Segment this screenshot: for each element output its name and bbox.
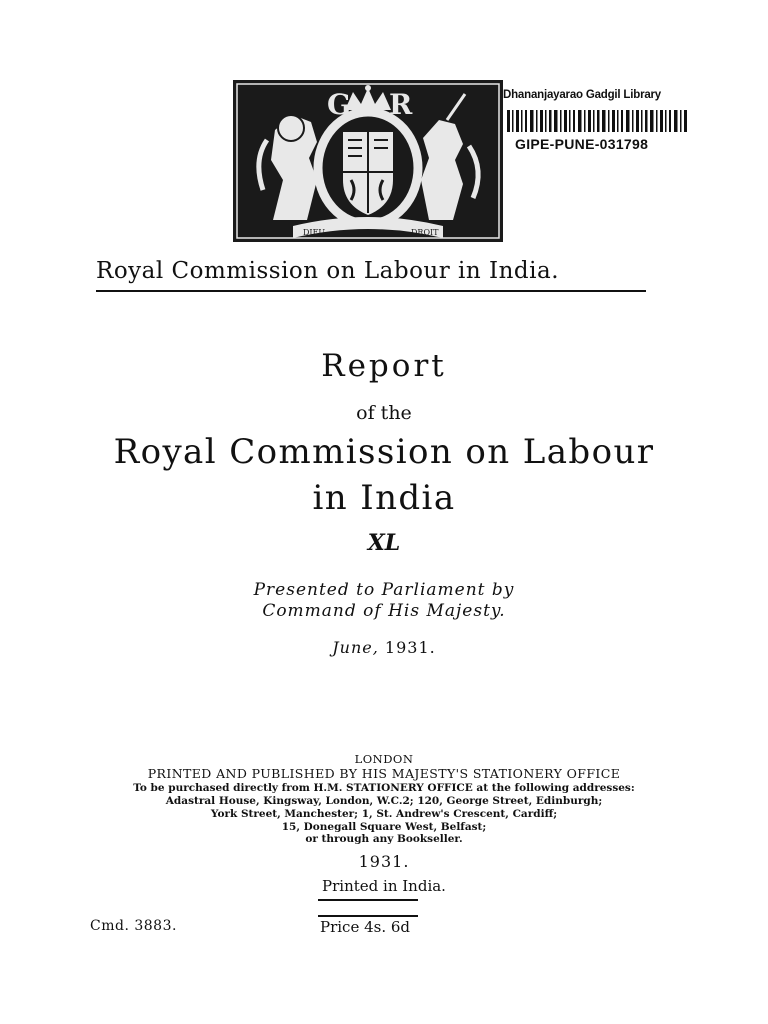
struck-out-price [318, 899, 418, 917]
main-title-line-1: Royal Commission on Labour [113, 432, 655, 472]
imprint-address-line: 15, Donegall Square West, Belfast; [281, 821, 487, 833]
of-the-text: of the [356, 402, 412, 424]
report-title: Report [321, 348, 447, 384]
arms-initial-g: G [327, 88, 351, 121]
library-label [497, 80, 702, 160]
presentation-date [0, 638, 768, 657]
royal-coat-of-arms [233, 80, 503, 242]
imprint-city: LONDON [354, 752, 414, 766]
coat-of-arms-illustration [233, 80, 503, 242]
imprint-address-line: To be purchased directly from H.M. STATIONERY OFFICE at the following addresses: [133, 782, 635, 794]
imprint-year: 1931. [358, 852, 410, 871]
imprint-publisher: PRINTED AND PUBLISHED BY HIS MAJESTY'S STATIONERY OFFICE [147, 766, 621, 781]
imprint-address-line: York Street, Manchester; 1, St. Andrew's Crescent, Cardiff; [210, 808, 558, 820]
commission-heading: Royal Commission on Labour in India. [96, 258, 560, 284]
command-number: Cmd. 3883. [90, 918, 177, 934]
barcode-icon [507, 110, 687, 132]
heading-rule [96, 290, 646, 292]
presented-line-1: Presented to Parliament by [253, 580, 515, 600]
imprint-address-line: or through any Bookseller. [305, 833, 463, 845]
printed-in-india: Printed in India. [322, 877, 446, 895]
price: Price 4s. 6d [320, 918, 411, 936]
arms-initial-r: R [389, 88, 413, 121]
presentation-month: June, [332, 638, 379, 657]
motto-right: DROIT [411, 228, 439, 237]
imprint-address-line: Adastral House, Kingsway, London, W.C.2; 120, George Street, Edinburgh; [165, 795, 603, 807]
presented-line-2: Command of His Majesty. [262, 601, 506, 621]
motto-left: DIEU [303, 228, 326, 237]
presentation-year: 1931. [384, 638, 436, 657]
volume-numeral: XL [367, 530, 401, 556]
main-title-line-2: in India [312, 478, 456, 518]
library-code: GIPE-PUNE-031798 [515, 136, 649, 152]
library-name: Dhananjayarao Gadgil Library [503, 89, 662, 101]
